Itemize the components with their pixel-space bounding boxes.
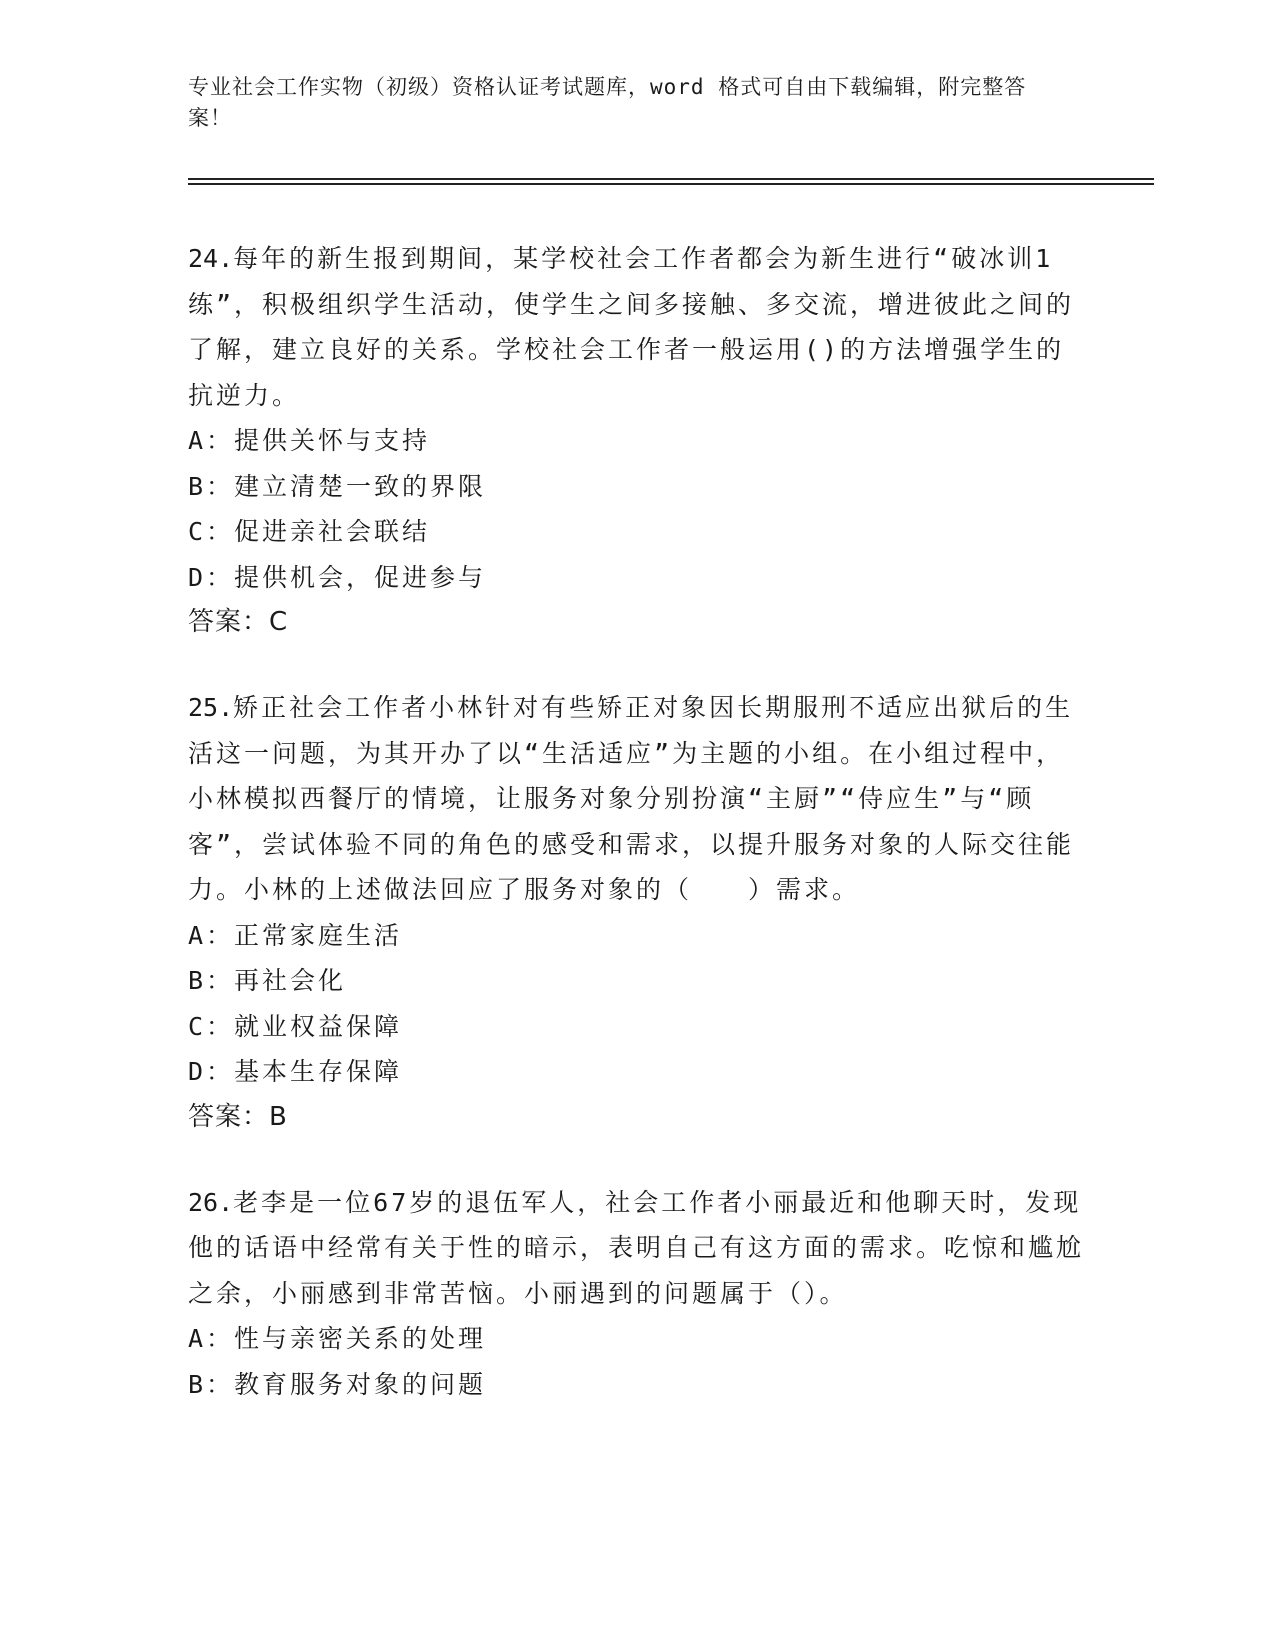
option-c: C：促进亲社会联结 [188,517,431,546]
question-number: 24. [188,244,234,273]
question-stem [188,1180,1088,1317]
option-b: B：教育服务对象的问题 [188,1369,487,1399]
answer-line: 答案：C [188,607,289,637]
question-24 [188,236,1088,645]
question-text: 每年的新生报到期间，某学校社会工作者都会为新生进行“破冰训1练”，积极组织学生活动，使学生之间多接触、多交流，增进彼此之间的了解，建立良好的关系。学校社会工作者一般运用()的方法增强学生的抗逆力。 [188,244,1075,410]
option-a: A：正常家庭生活 [188,920,403,950]
document-header [188,72,1068,134]
question-25 [188,685,1088,1140]
question-text: 老李是一位67岁的退伍军人，社会工作者小丽最近和他聊天时，发现他的话语中经常有关于性的暗示，表明自己有这方面的需求。吃惊和尴尬之余，小丽感到非常苦恼。小丽遇到的问题属于（）。 [188,1187,1085,1308]
option-d: D：提供机会，促进参与 [188,562,487,592]
option-b: B：建立清楚一致的界限 [188,471,487,501]
option-d: D：基本生存保障 [188,1057,403,1086]
question-number: 25. [188,693,234,722]
answer-line: 答案：B [188,1101,288,1132]
header-divider-bottom [188,183,1154,185]
question-number: 26. [188,1187,234,1217]
option-a: A：性与亲密关系的处理 [188,1324,487,1353]
question-stem [188,236,1088,418]
question-stem [188,685,1088,913]
question-text: 矫正社会工作者小林针对有些矫正对象因长期服刑不适应出狱后的生活这一问题，为其开办了以“生活适应”为主题的小组。在小组过程中，小林模拟西餐厅的情境，让服务对象分别扮演“主厨”“侍应生”与“顾客”，尝试体验不同的角色的感受和需求，以提升服务对象的人际交往能力。小林的上述做法回应了服务对象的（ ）需求。 [188,693,1075,904]
option-b: B：再社会化 [188,966,347,995]
question-list [188,236,1088,1447]
option-a: A：提供关怀与支持 [188,426,431,455]
header-divider-top [188,178,1154,180]
option-c: C：就业权益保障 [188,1011,403,1041]
header-title: 专业社会工作实物（初级）资格认证考试题库，word 格式可自由下载编辑，附完整答案！ [188,75,1027,130]
question-26 [188,1180,1088,1408]
